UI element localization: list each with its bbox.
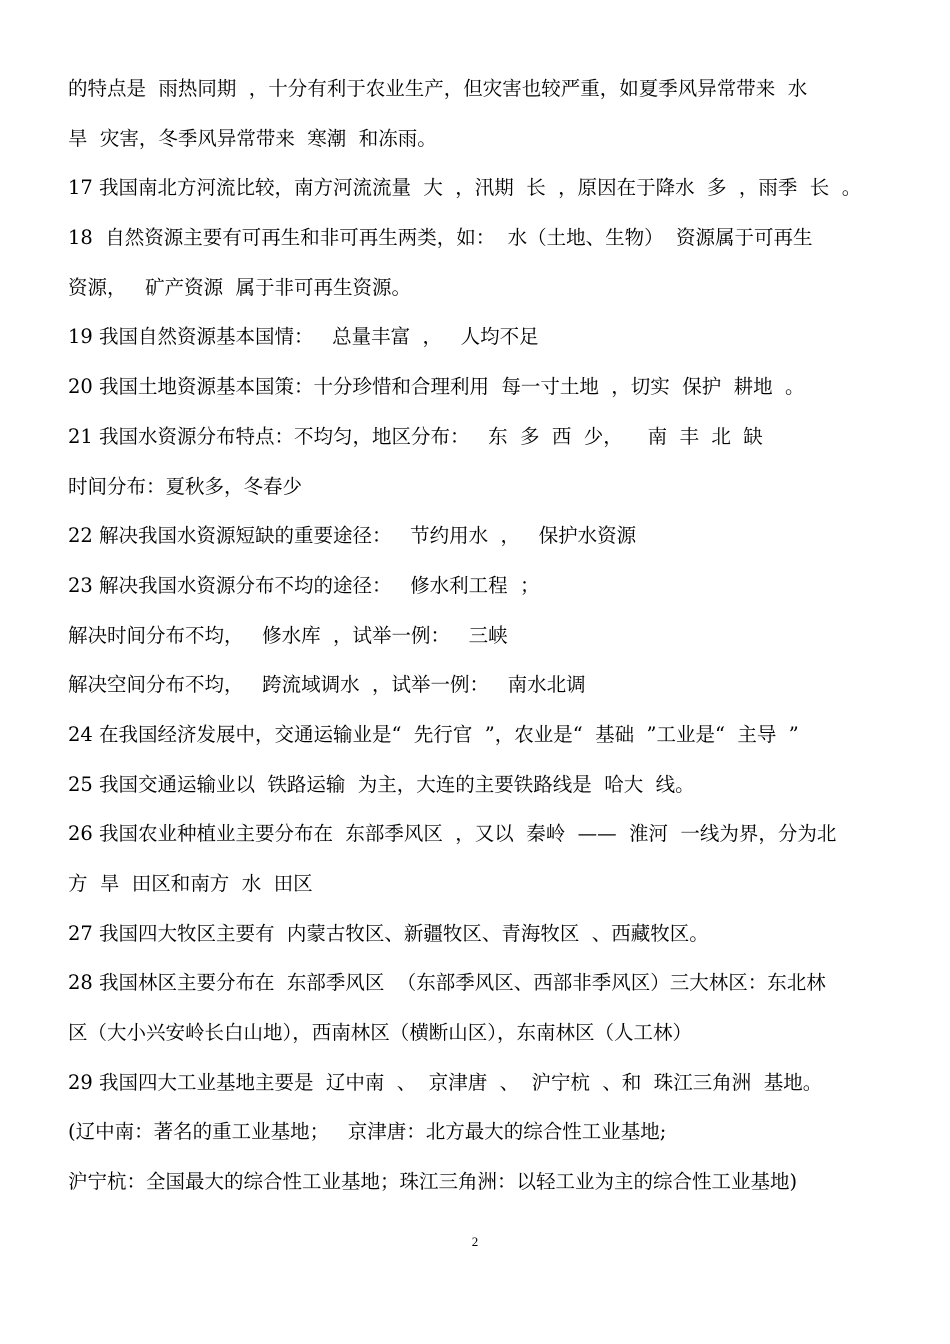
text-line: 沪宁杭：全国最大的综合性工业基地；珠江三角洲：以轻工业为主的综合性工业基地) [68, 1170, 798, 1194]
text-line: 26 我国农业种植业主要分布在 东部季风区 ，又以 秦岭 —— 淮河 一线为界，分为北 [68, 822, 837, 846]
text-line: 解决空间分布不均， 跨流域调水 ，试举一例： 南水北调 [68, 673, 586, 697]
text-line: 方 旱 田区和南方 水 田区 [68, 872, 313, 895]
text-line: 的特点是 雨热同期 ，十分有利于农业生产，但灾害也较严重，如夏季风异常带来 水 [68, 77, 808, 100]
text-line: (辽中南：著名的重工业基地； 京津唐：北方最大的综合性工业基地; [68, 1120, 667, 1144]
text-line: 27 我国四大牧区主要有 内蒙古牧区、新疆牧区、青海牧区 、西藏牧区。 [68, 921, 709, 945]
text-line: 22 解决我国水资源短缺的重要途径： 节约用水 ， 保护水资源 [68, 524, 637, 548]
text-line: 资源， 矿产资源 属于非可再生资源。 [68, 275, 411, 299]
text-line: 19 我国自然资源基本国情： 总量丰富 ， 人均不足 [68, 325, 539, 349]
text-line: 23 解决我国水资源分布不均的途径： 修水利工程 ； [68, 573, 540, 597]
text-line: 时间分布：夏秋多，冬春少 [68, 474, 303, 498]
text-line: 17 我国南北方河流比较，南方河流流量 大 ，汛期 长 ，原因在于降水 多 ，雨季 长 。 [68, 176, 862, 200]
text-line: 28 我国林区主要分布在 东部季风区 （东部季风区、西部非季风区）三大林区：东北林 [68, 971, 826, 995]
text-line: 25 我国交通运输业以 铁路运输 为主，大连的主要铁路线是 哈大 线。 [68, 772, 695, 796]
text-line: 18 自然资源主要有可再生和非可再生两类，如： 水（土地、生物） 资源属于可再生 [68, 226, 813, 250]
text-line: 24 在我国经济发展中，交通运输业是“ 先行官 ”，农业是“ 基础 ”工业是“ 主导 ” [68, 722, 799, 746]
text-line: 29 我国四大工业基地主要是 辽中南 、 京津唐 、 沪宁杭 、和 珠江三角洲 基地。 [68, 1070, 823, 1094]
text-line: 区（大小兴安岭长白山地），西南林区（横断山区），东南林区（人工林） [68, 1021, 693, 1045]
text-line: 解决时间分布不均， 修水库 ，试举一例： 三峡 [68, 623, 508, 647]
text-line: 旱 灾害，冬季风异常带来 寒潮 和冻雨。 [68, 126, 437, 150]
text-line: 20 我国土地资源基本国策：十分珍惜和合理利用 每一寸土地 ，切实 保护 耕地 。 [68, 375, 805, 399]
body-text [68, 74, 888, 1217]
text-line: 21 我国水资源分布特点：不均匀，地区分布： 东 多 西 少， 南 丰 北 缺 [68, 424, 763, 448]
page-number: 2 [471, 1234, 479, 1249]
